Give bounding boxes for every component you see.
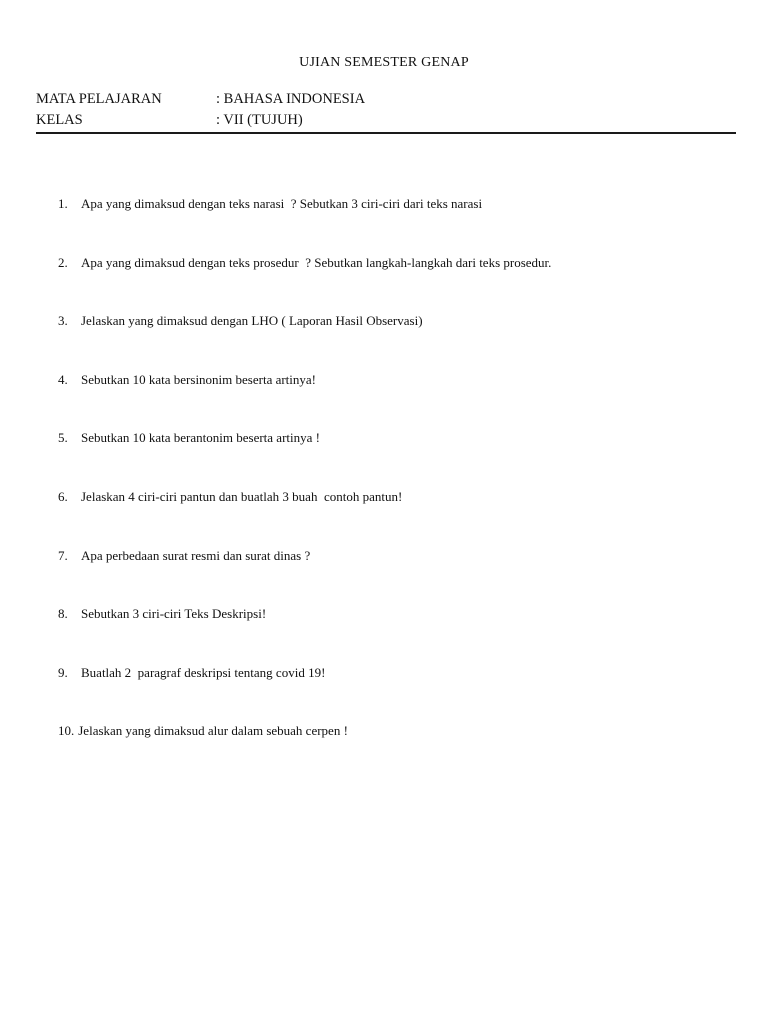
question-item — [58, 313, 748, 372]
question-text: Jelaskan 4 ciri-ciri pantun dan buatlah 3 buah contoh pantun! — [81, 488, 403, 504]
question-number: 10. — [58, 723, 75, 739]
question-item — [58, 548, 748, 607]
header-divider — [36, 132, 736, 134]
question-number: 9. — [58, 664, 68, 680]
question-item — [58, 196, 748, 255]
question-number: 2. — [58, 254, 68, 270]
question-number: 7. — [58, 547, 68, 563]
exam-title: UJIAN SEMESTER GENAP — [299, 55, 469, 70]
question-item — [58, 430, 748, 489]
question-number: 1. — [58, 196, 68, 211]
question-number: 4. — [58, 371, 68, 387]
question-text: Sebutkan 3 ciri-ciri Teks Deskripsi! — [81, 606, 267, 622]
question-text: Apa yang dimaksud dengan teks narasi ? Sebutkan 3 ciri-ciri dari teks narasi — [81, 196, 483, 211]
subject-value: : BAHASA INDONESIA — [216, 91, 366, 107]
question-text: Jelaskan yang dimaksud dengan LHO ( Laporan Hasil Observasi) — [81, 313, 423, 329]
question-text: Jelaskan yang dimaksud alur dalam sebuah cerpen ! — [78, 723, 348, 739]
question-number: 6. — [58, 488, 68, 504]
question-item — [58, 372, 748, 431]
class-value: : VII (TUJUH) — [216, 112, 303, 128]
question-number: 8. — [58, 606, 68, 622]
question-text: Sebutkan 10 kata bersinonim beserta artinya! — [81, 371, 317, 387]
subject-row — [36, 91, 365, 108]
question-number: 5. — [58, 430, 68, 446]
question-item — [58, 606, 748, 665]
question-item — [58, 255, 748, 314]
question-text: Sebutkan 10 kata berantonim beserta artinya ! — [81, 430, 320, 446]
question-item — [58, 723, 748, 782]
question-text: Apa yang dimaksud dengan teks prosedur ? Sebutkan langkah-langkah dari teks prosedur. — [81, 254, 552, 270]
question-text: Apa perbedaan surat resmi dan surat dinas ? — [81, 547, 311, 563]
subject-label: MATA PELAJARAN — [36, 91, 162, 107]
class-row — [36, 112, 303, 129]
question-item — [58, 489, 748, 548]
class-label: KELAS — [36, 112, 83, 128]
question-item — [58, 665, 748, 724]
question-number: 3. — [58, 313, 68, 329]
question-list — [58, 196, 748, 782]
question-text: Buatlah 2 paragraf deskripsi tentang covid 19! — [81, 664, 326, 680]
